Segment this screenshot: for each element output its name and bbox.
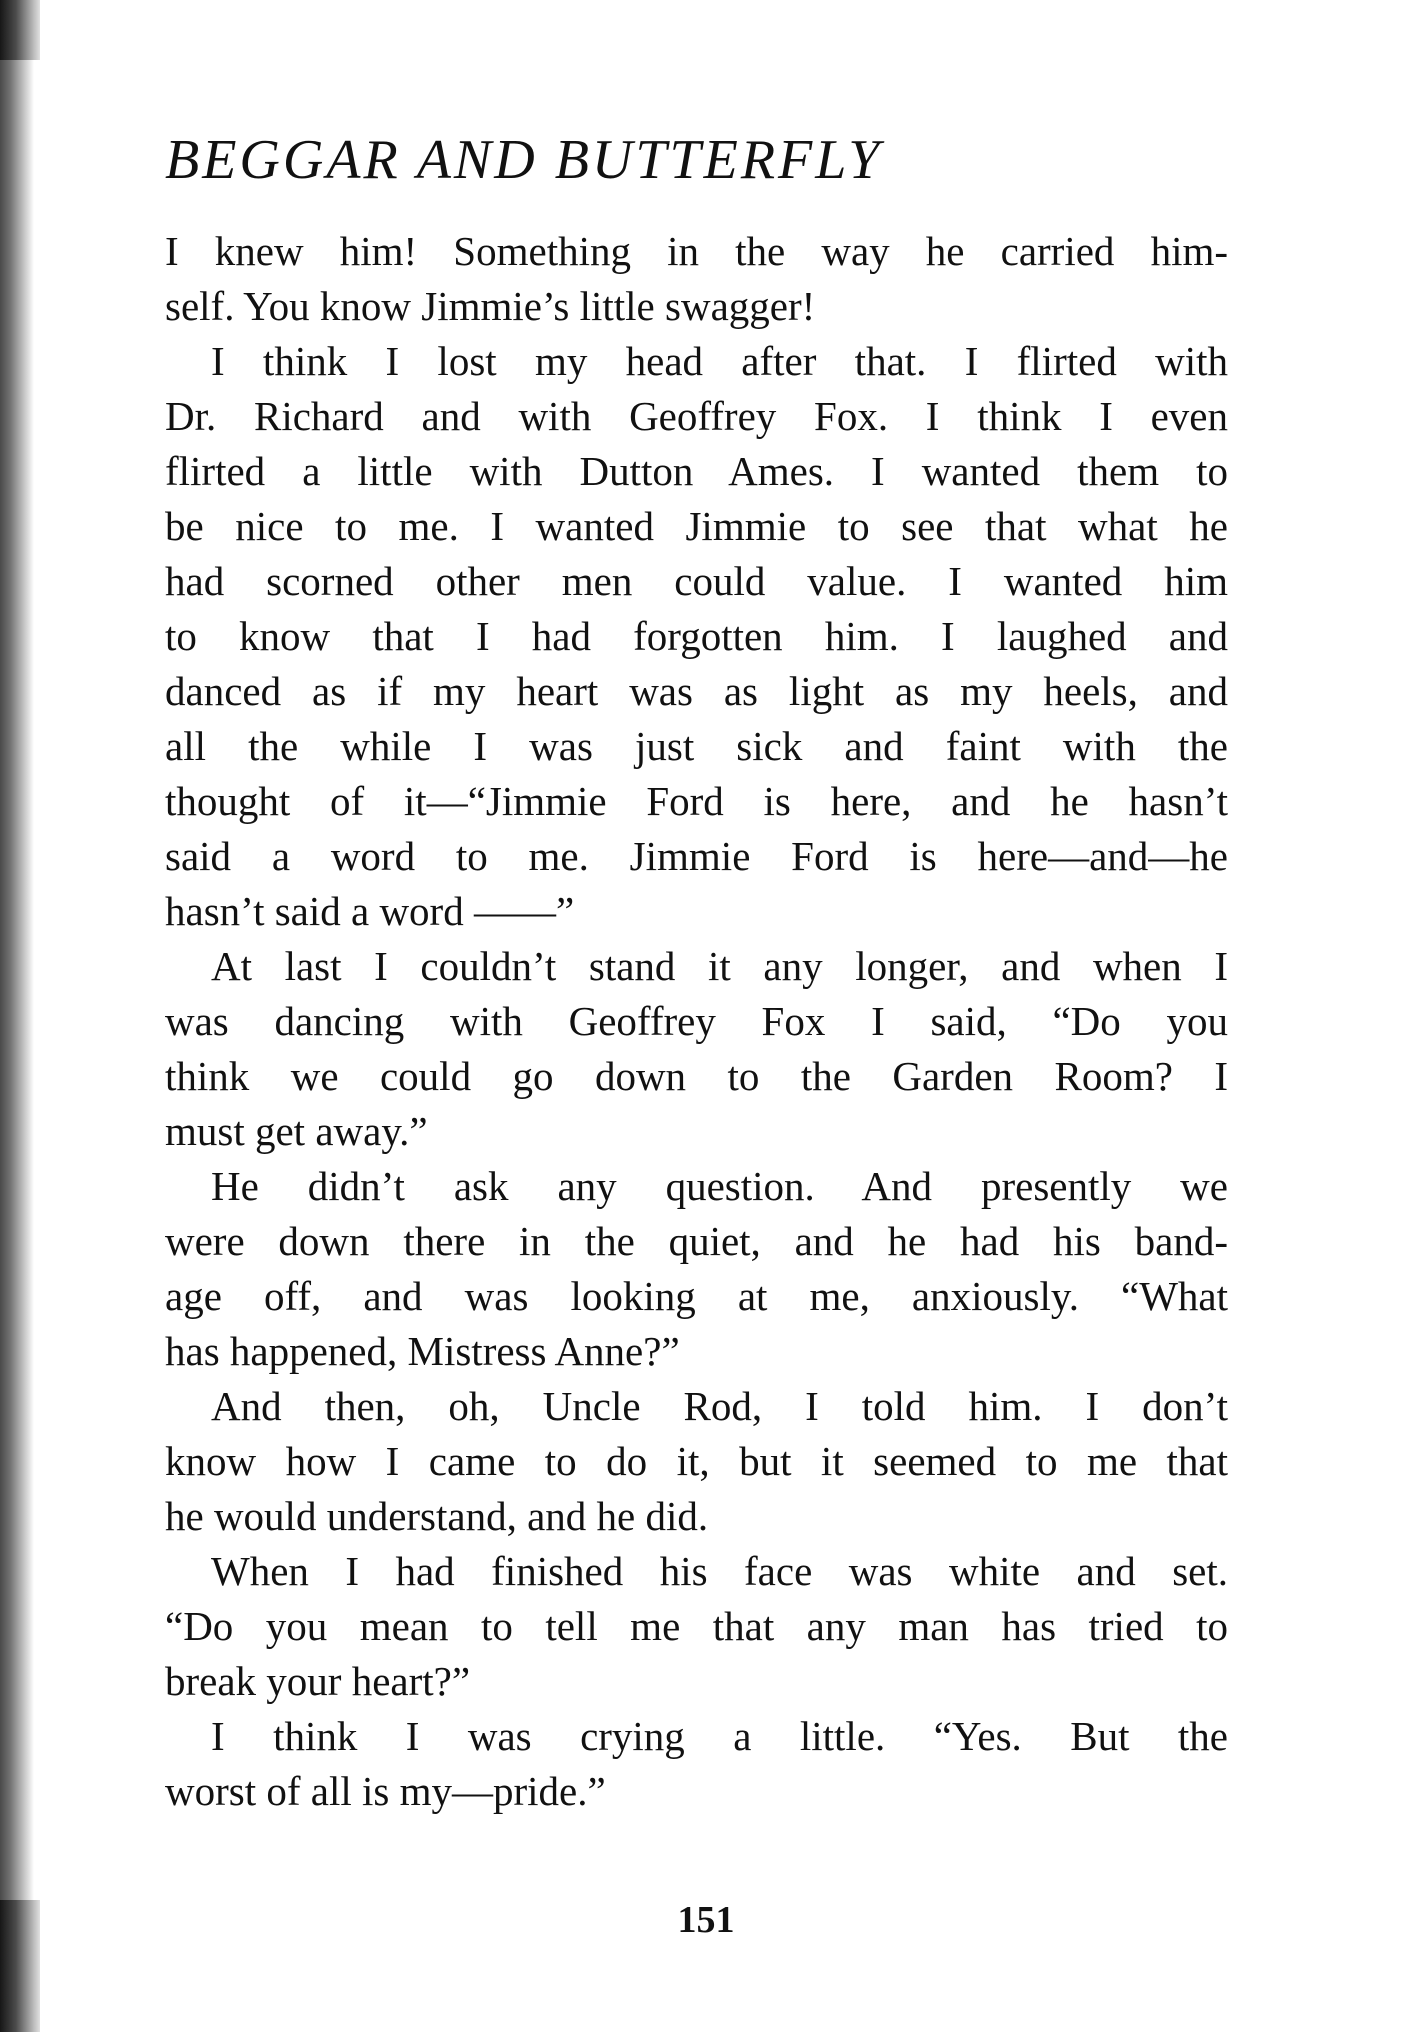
text-line: said a word to me. Jimmie Ford is here—and—he <box>165 833 1228 879</box>
text-line: had scorned other men could value. I wanted him <box>165 558 1228 604</box>
paragraph-first-line: When I had finished his face was white and set. <box>211 1548 1228 1594</box>
body-text <box>165 224 1228 1819</box>
paragraph-first-line: I think I was crying a little. “Yes. But the <box>211 1713 1228 1759</box>
binding-gutter-shadow <box>0 0 34 2032</box>
text-line: self. You know Jimmie’s little swagger! <box>165 283 816 329</box>
text-line: flirted a little with Dutton Ames. I wanted them to <box>165 448 1228 494</box>
paragraph-first-line: At last I couldn’t stand it any longer, and when I <box>211 943 1228 989</box>
text-line: Dr. Richard and with Geoffrey Fox. I think I even <box>165 393 1228 439</box>
text-line: know how I came to do it, but it seemed to me that <box>165 1438 1228 1484</box>
text-line: age off, and was looking at me, anxiously. “What <box>165 1273 1228 1319</box>
paragraph-first-line: And then, oh, Uncle Rod, I told him. I don’t <box>211 1383 1228 1429</box>
text-line: hasn’t said a word ——” <box>165 888 575 934</box>
text-line: worst of all is my—pride.” <box>165 1768 606 1814</box>
text-line: he would understand, and he did. <box>165 1493 709 1539</box>
binding-edge-mark <box>0 0 40 60</box>
text-line: thought of it—“Jimmie Ford is here, and he hasn’t <box>165 778 1228 824</box>
text-line: has happened, Mistress Anne?” <box>165 1328 680 1374</box>
text-line: I knew him! Something in the way he carried him- <box>165 228 1228 274</box>
text-line: to know that I had forgotten him. I laughed and <box>165 613 1228 659</box>
page-number: 151 <box>677 1899 735 1941</box>
text-line: was dancing with Geoffrey Fox I said, “Do you <box>165 998 1228 1044</box>
text-line: must get away.” <box>165 1108 428 1154</box>
paragraph-first-line: I think I lost my head after that. I flirted with <box>211 338 1228 384</box>
text-line: break your heart?” <box>165 1658 471 1704</box>
text-line: “Do you mean to tell me that any man has tried to <box>165 1603 1228 1649</box>
paragraph-first-line: He didn’t ask any question. And presently we <box>211 1163 1228 1209</box>
text-line: be nice to me. I wanted Jimmie to see that what he <box>165 503 1228 549</box>
text-line: danced as if my heart was as light as my heels, and <box>165 668 1228 714</box>
text-line: think we could go down to the Garden Room? I <box>165 1053 1228 1099</box>
text-line: were down there in the quiet, and he had his band- <box>165 1218 1228 1264</box>
running-head: BEGGAR AND BUTTERFLY <box>165 129 883 191</box>
text-line: all the while I was just sick and faint with the <box>165 723 1228 769</box>
